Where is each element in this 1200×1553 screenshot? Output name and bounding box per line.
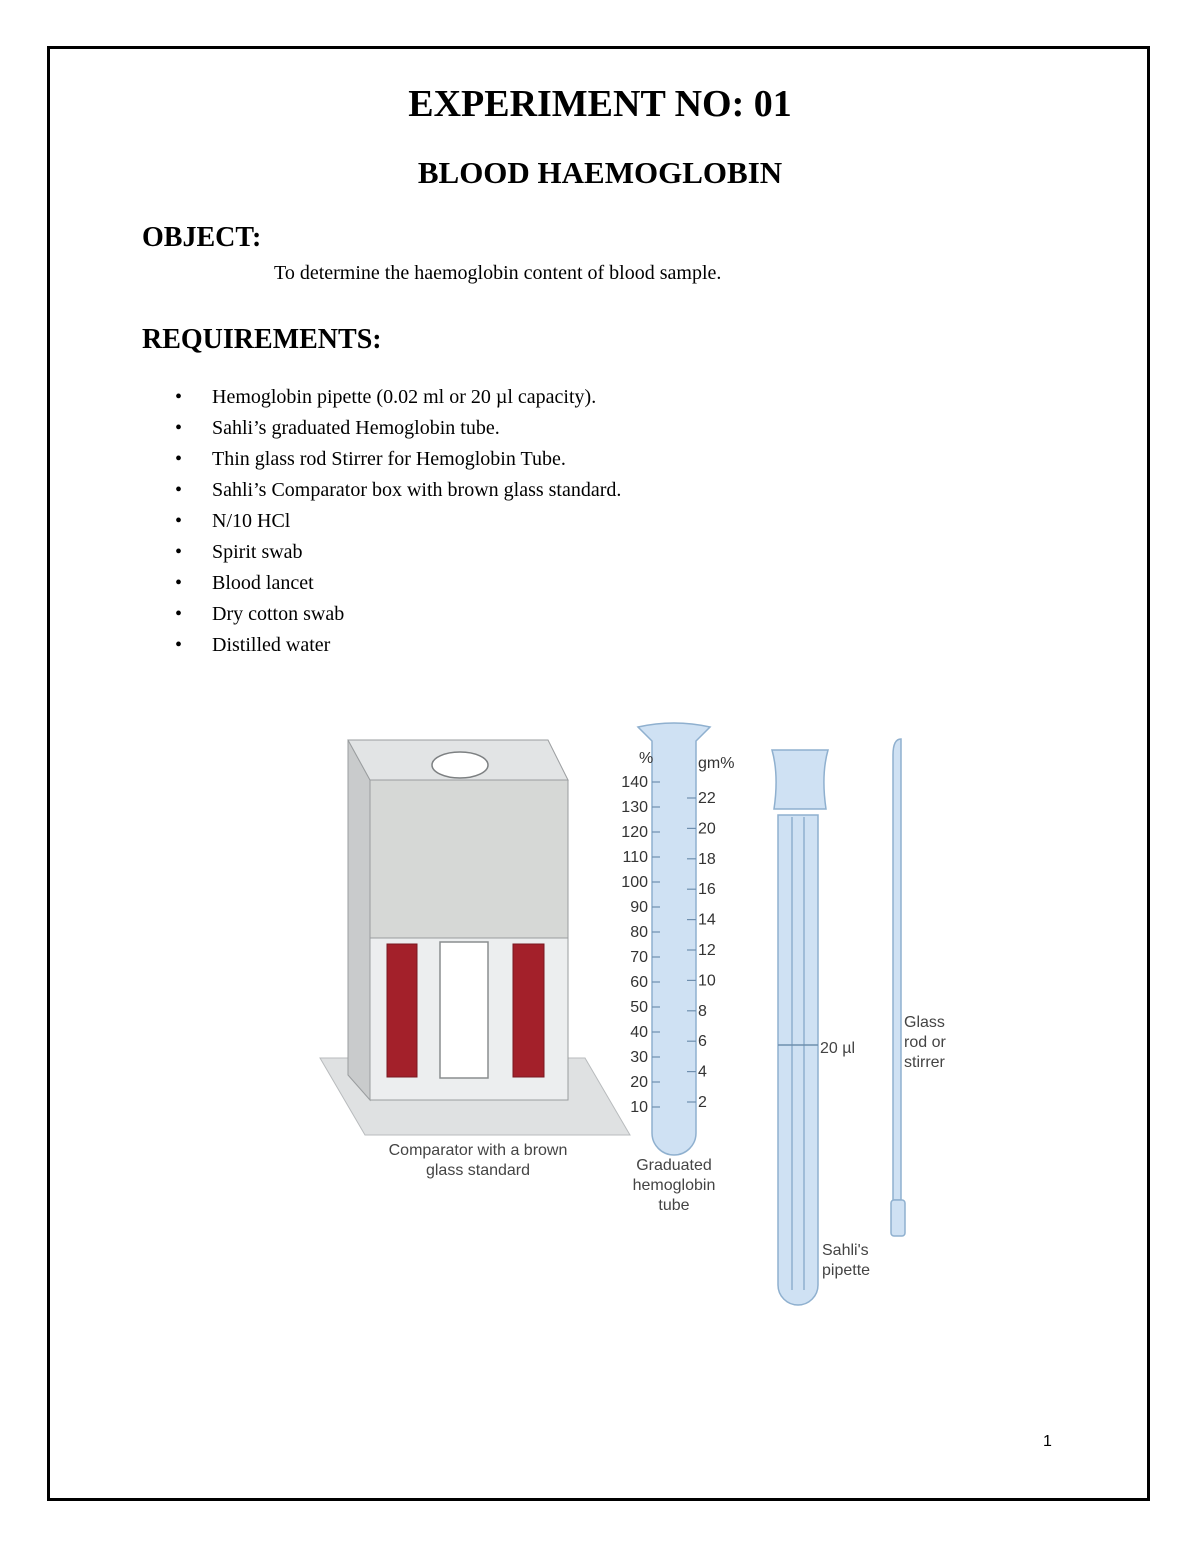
gm-tick-label: 12 xyxy=(698,942,716,959)
percent-tick-label: 140 xyxy=(621,774,648,791)
page-title: EXPERIMENT NO: 01 xyxy=(408,83,792,125)
requirement-text: Sahli’s Comparator box with brown glass standard. xyxy=(212,479,622,501)
comparator-side xyxy=(348,740,370,1100)
gm-tick-label: 10 xyxy=(698,972,716,990)
bullet: • xyxy=(175,479,183,501)
glass-rod xyxy=(893,739,901,1200)
gm-tick-label: 20 xyxy=(698,820,716,838)
requirement-text: Spirit swab xyxy=(212,541,303,563)
list-item xyxy=(175,477,621,508)
bullet: • xyxy=(175,634,183,656)
pipette-label-line2: pipette xyxy=(822,1262,871,1279)
requirement-text: Distilled water xyxy=(212,634,331,656)
tube-label-line2: hemoglobin xyxy=(632,1177,716,1194)
gm-tick-label: 6 xyxy=(698,1033,707,1051)
gm-tick-label: 22 xyxy=(698,790,716,807)
percent-tick-label: 50 xyxy=(630,999,648,1016)
page-subtitle: BLOOD HAEMOGLOBIN xyxy=(417,155,783,190)
percent-tick-label: 120 xyxy=(621,824,648,841)
percent-unit: % xyxy=(639,750,654,767)
pipette-body xyxy=(778,815,818,1305)
gm-tick-label: 2 xyxy=(698,1094,707,1111)
list-item xyxy=(175,601,621,632)
requirement-text: Thin glass rod Stirrer for Hemoglobin Tube. xyxy=(212,448,566,470)
rod-label-line1: Glass xyxy=(904,1014,945,1031)
percent-tick-label: 20 xyxy=(630,1074,648,1091)
haemoglobinometer-figure xyxy=(300,715,980,1315)
requirement-text: Blood lancet xyxy=(212,572,314,594)
bullet: • xyxy=(175,603,183,625)
gm-unit: gm% xyxy=(698,755,735,772)
comparator-label-line2: glass standard xyxy=(425,1162,531,1179)
figure-svg xyxy=(300,715,980,1315)
tube-hole xyxy=(432,752,488,778)
requirement-text: Sahli’s graduated Hemoglobin tube. xyxy=(212,417,500,439)
percent-tick-label: 110 xyxy=(622,849,648,866)
bullet: • xyxy=(175,510,183,532)
list-item xyxy=(175,384,621,415)
list-item xyxy=(175,632,621,663)
percent-tick-label: 60 xyxy=(630,974,648,991)
list-item xyxy=(175,539,621,570)
graduated-tube xyxy=(638,723,710,1155)
pipette-label-line1: Sahli's xyxy=(822,1242,869,1259)
tube-label-line3: tube xyxy=(658,1197,690,1214)
bullet: • xyxy=(175,417,183,439)
list-item xyxy=(175,415,621,446)
bullet: • xyxy=(175,572,183,594)
object-heading: OBJECT: xyxy=(142,222,262,253)
pipette-mark-label: 20 µl xyxy=(820,1040,856,1057)
gm-tick-label: 14 xyxy=(698,911,716,929)
glass-rod-tip xyxy=(891,1200,905,1236)
brown-glass-standard-left xyxy=(387,944,417,1077)
percent-tick-label: 70 xyxy=(630,949,648,966)
percent-tick-label: 40 xyxy=(630,1024,648,1041)
tube-window xyxy=(440,942,488,1078)
percent-tick-label: 10 xyxy=(630,1099,648,1116)
rod-label-line3: stirrer xyxy=(904,1054,945,1071)
bullet: • xyxy=(175,541,183,563)
object-text: To determine the haemoglobin content of blood sample. xyxy=(274,262,722,284)
list-item xyxy=(175,508,621,539)
percent-tick-label: 90 xyxy=(630,899,648,916)
comparator-front xyxy=(370,780,568,938)
gm-tick-label: 4 xyxy=(698,1063,707,1081)
list-item xyxy=(175,446,621,477)
pipette-bulb xyxy=(772,750,828,809)
rod-label-line2: rod or xyxy=(904,1034,946,1051)
requirement-text: Hemoglobin pipette (0.02 ml or 20 µl capacity). xyxy=(212,386,597,408)
requirement-text: N/10 HCl xyxy=(212,510,291,532)
page-number: 1 xyxy=(1043,1433,1052,1450)
comparator-label-line1: Comparator with a brown xyxy=(388,1142,568,1159)
gm-tick-label: 8 xyxy=(698,1002,707,1020)
list-item xyxy=(175,570,621,601)
gm-tick-label: 18 xyxy=(698,850,716,868)
percent-tick-label: 100 xyxy=(621,874,648,891)
requirements-heading: REQUIREMENTS: xyxy=(142,324,382,355)
tube-label-line1: Graduated xyxy=(636,1157,712,1174)
requirement-text: Dry cotton swab xyxy=(212,603,345,625)
brown-glass-standard-right xyxy=(513,944,544,1077)
gm-tick-label: 16 xyxy=(698,881,716,899)
bullet: • xyxy=(175,386,183,408)
percent-tick-label: 130 xyxy=(621,799,648,816)
requirements-list xyxy=(175,384,621,663)
bullet: • xyxy=(175,448,183,470)
percent-tick-label: 30 xyxy=(630,1049,648,1066)
percent-tick-label: 80 xyxy=(630,924,648,941)
